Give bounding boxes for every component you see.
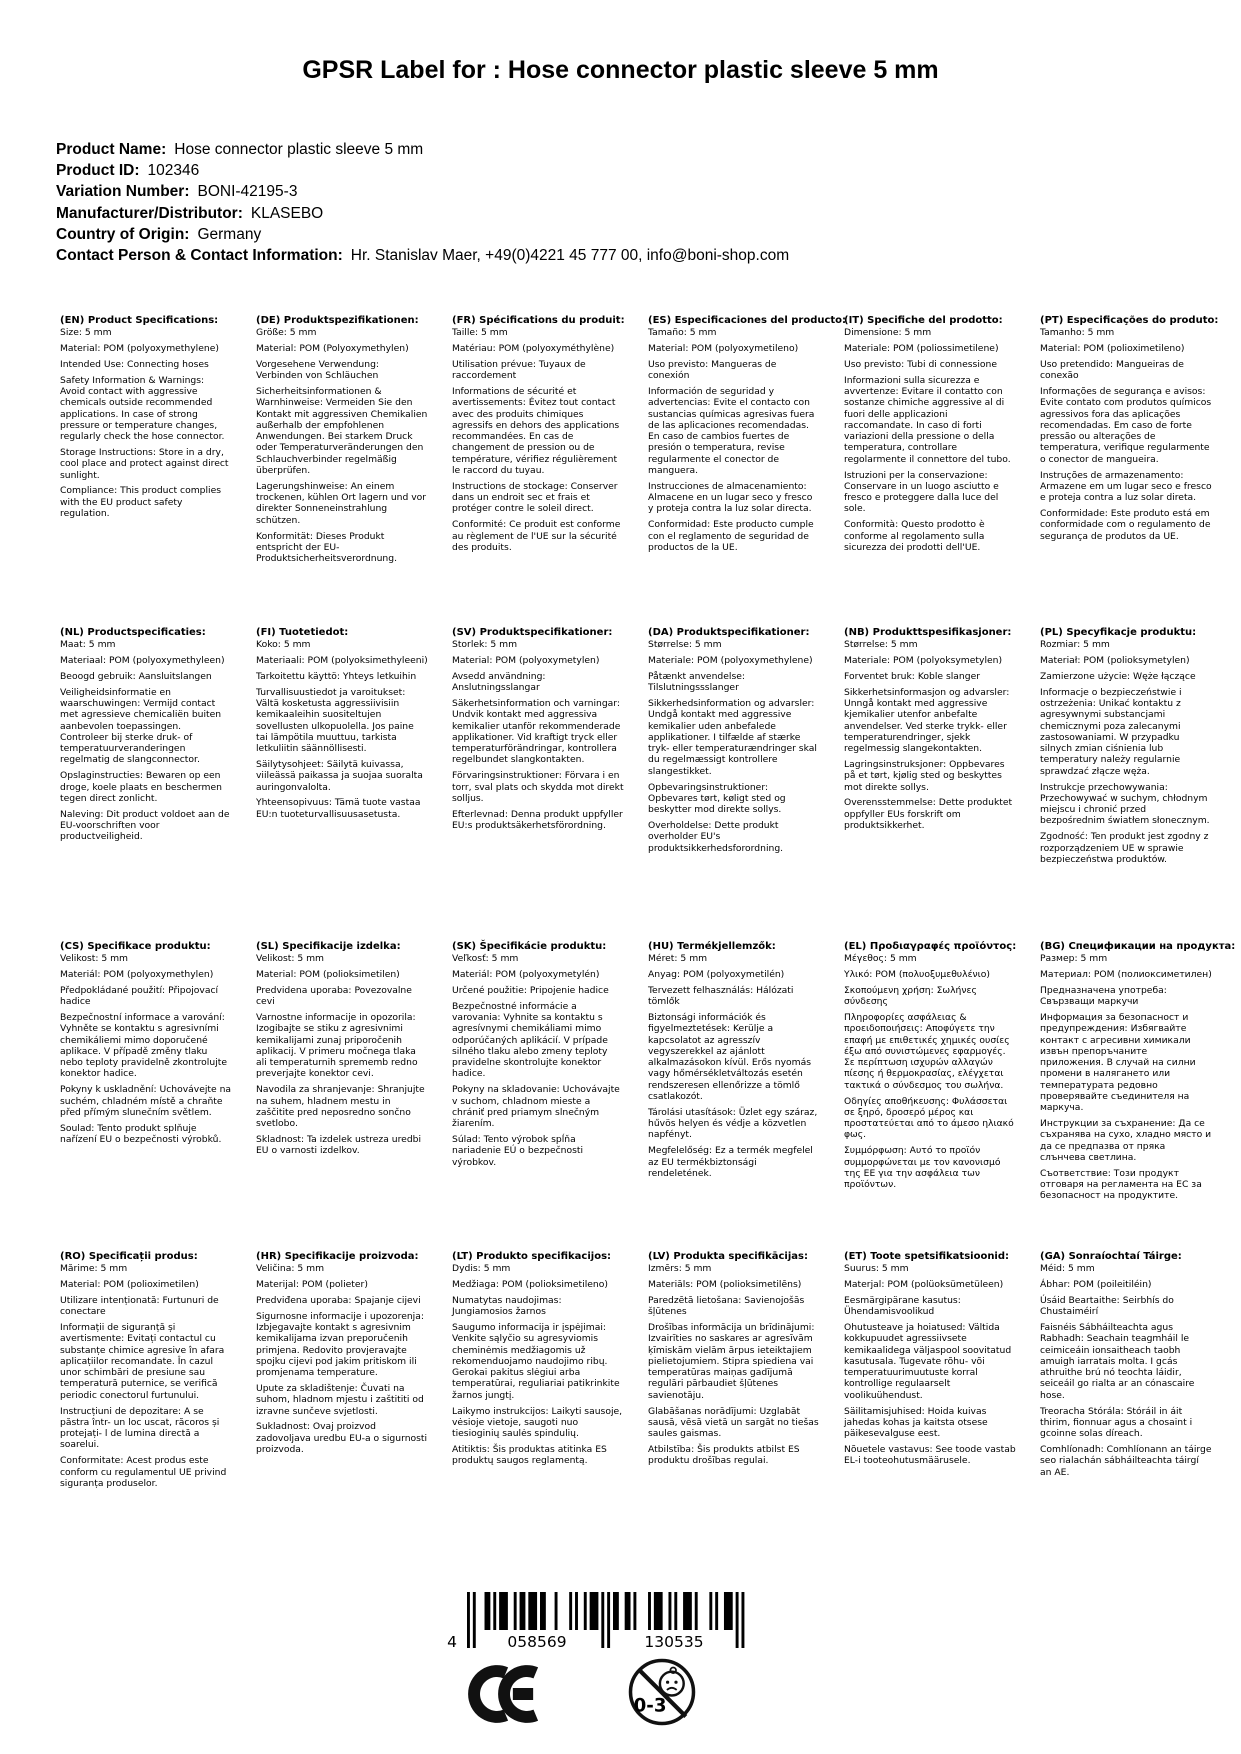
block-paragraph: Sikkerhetsinformasjon og advarsler: Unngå kontakt med aggressive kjemikalier utenfor anbefalte anvendelser. Ved sterke trykk- eller temperaturendringer, sjekk regelmessig slangekontakten. [844, 686, 1010, 755]
manufacturer-row [56, 203, 789, 224]
block-paragraph: Istruzioni per la conservazione: Conservare in un luogo asciutto e fresco e proteggere dalla luce del sole. [844, 469, 999, 515]
block-paragraph: Atbilstība: Šis produkts atbilst ES produktu drošības regulai. [648, 1443, 800, 1467]
block-paragraph: Съответствие: Този продукт отговаря на регламента на ЕС за безопасност на продуктите. [1040, 1167, 1202, 1202]
lang-block-hu [648, 941, 820, 1251]
block-paragraph: Uso previsto: Mangueras de conexión [648, 358, 777, 382]
block-paragraph: Μέγεθος: 5 mm [844, 953, 917, 965]
block-title: (RO) Specificații produs: [60, 1251, 198, 1262]
lang-block-bg [1040, 941, 1236, 1251]
block-paragraph: Naleving: Dit product voldoet aan de EU-voorschriften voor productveiligheid. [60, 808, 230, 843]
block-paragraph: Megfelelőség: Ez a termék megfelel az EU termékbiztonsági rendeletének. [648, 1145, 813, 1179]
product-info [56, 139, 789, 266]
age-warning-0-3-icon [627, 1654, 697, 1730]
block-paragraph: Tervezett felhasználás: Hálózati tömlők [648, 984, 794, 1008]
block-paragraph: Nõuetele vastavus: See toode vastab EL-i tooteohutusmäärusele. [844, 1443, 1016, 1467]
block-title: (IT) Specifiche del prodotto: [844, 315, 1003, 326]
lang-block-cs [60, 941, 232, 1251]
block-paragraph: Intended Use: Connecting hoses [60, 358, 209, 370]
block-paragraph: Predvidena uporaba: Povezovalne cevi [256, 984, 412, 1008]
lang-block-en [60, 315, 232, 627]
block-paragraph: Conformitate: Acest produs este conform cu regulamentul UE privind siguranța produselor. [60, 1455, 227, 1489]
block-paragraph: Material: POM (polioximetilen) [60, 1279, 199, 1291]
lang-block-de [256, 315, 428, 627]
block-paragraph: Förvaringsinstruktioner: Förvara i en torr, sval plats och skydda mot direkt solljus. [452, 770, 624, 804]
block-paragraph: Overensstemmelse: Dette produktet oppfyller EUs forskrift om produktsikkerhet. [844, 797, 1013, 831]
block-paragraph: Tamanho: 5 mm [1040, 327, 1115, 339]
block-paragraph: Maat: 5 mm [60, 639, 116, 651]
block-title: (FI) Tuotetiedot: [256, 627, 349, 638]
lang-block-et [844, 1251, 1016, 1494]
block-paragraph: Saugumo informacija ir įspėjimai: Venkite sąlyčio su agresyviomis cheminėmis medžiagomis už rekomenduojamo naudojimo ribų. Gerokai pakitus slėgiui arba temperatūrai, reguliariai patikrinkite žarnos jungtį. [452, 1321, 620, 1401]
block-paragraph: Beoogd gebruik: Aansluitslangen [60, 670, 212, 682]
block-paragraph: Comhlíonadh: Comhlíonann an táirge seo rialachán sábháilteachta táirgí an AE. [1040, 1443, 1212, 1478]
block-paragraph: Materijal: POM (polieter) [256, 1279, 368, 1291]
block-paragraph: Предназначена употреба: Свързващи маркучи [1040, 984, 1167, 1008]
block-paragraph: Bezpečnostní informace a varování: Vyhněte se kontaktu s agresivními chemikáliemi mimo doporučené aplikace. V případě změny tlaku nebo teploty pravidelně zkontrolujte konektor hadice. [60, 1011, 227, 1080]
variation-number-label: Variation Number: [56, 183, 190, 201]
block-paragraph: Veľkosť: 5 mm [452, 953, 519, 965]
lang-block-ro [60, 1251, 232, 1494]
block-paragraph: Varnostne informacije in opozorila: Izogibajte se stiku z agresivnimi kemikalijami zunaj priporočenih aplikacij. V primeru močnega tlaka ali temperaturnih sprememb redno preverjajte konektor cevi. [256, 1011, 418, 1080]
block-paragraph: Medžiaga: POM (polioksimetileno) [452, 1279, 608, 1291]
lang-block-es [648, 315, 847, 627]
block-paragraph: Skladnost: Ta izdelek ustreza uredbi EU o varnosti izdelkov. [256, 1133, 422, 1157]
country-of-origin-value: Germany [197, 225, 262, 243]
block-paragraph: Predviđena uporaba: Spajanje cijevi [256, 1294, 421, 1306]
block-paragraph: Storage Instructions: Store in a dry, cool place and protect against direct sunlight. [60, 446, 229, 481]
block-paragraph: Navodila za shranjevanje: Shranjujte na suhem, hladnem mestu in zaščitite pred neposredno sončno svetlobo. [256, 1084, 425, 1130]
lang-block-pt [1040, 315, 1219, 627]
contact-value: Hr. Stanislav Maer, +49(0)4221 45 777 00, info@boni-shop.com [350, 247, 790, 265]
block-paragraph: Turvallisuustiedot ja varoitukset: Vältä kosketusta aggressiivisiin kemikaaleihin suositeltujen sovellusten ulkopuolella. Jos paine tai lämpötila muuttuu, tarkista letkuliitin säännöllisesti. [256, 686, 414, 755]
block-paragraph: Zgodność: Ten produkt jest zgodny z rozporządzeniem UE w sprawie bezpieczeństwa produktów. [1040, 831, 1209, 865]
product-name-value: Hose connector plastic sleeve 5 mm [174, 141, 424, 158]
block-paragraph: Rozmiar: 5 mm [1040, 639, 1110, 651]
label-grid [60, 315, 1236, 1494]
block-paragraph: Størrelse: 5 mm [648, 639, 722, 651]
block-paragraph: Koko: 5 mm [256, 639, 311, 651]
block-paragraph: Material: POM (polyoxymetylen) [452, 655, 600, 667]
lang-block-sv [452, 627, 624, 941]
block-paragraph: Größe: 5 mm [256, 327, 317, 339]
block-paragraph: Efterlevnad: Denna produkt uppfyller EU:s produktsäkerhetsförordning. [452, 808, 623, 831]
block-paragraph: Инструкции за съхранение: Да се съхранява на сухо, хладно място и да се предпазва от пряка слънчева светлина. [1040, 1118, 1212, 1164]
block-paragraph: Informações de segurança e avisos: Evite contato com produtos químicos agressivos fora das aplicações recomendadas. Em caso de forte pressão ou alterações de temperatura, verifique regularmente o conector de mangueira. [1040, 385, 1212, 465]
block-paragraph: Informations de sécurité et avertissements: Évitez tout contact avec des produits chimiques agressifs en dehors des applications recommandées. En cas de changement de pression ou de température, vérifiez régulièrement le raccord du tuyau. [452, 385, 620, 477]
block-paragraph: Compliance: This product complies with the EU product safety regulation. [60, 485, 222, 519]
block-paragraph: Forventet bruk: Koble slanger [844, 670, 981, 682]
block-paragraph: Tarkoitettu käyttö: Yhteys letkuihin [256, 670, 417, 682]
block-paragraph: Drošības informācija un brīdinājumi: Izvairīties no saskares ar agresīvām ķīmiskām vielām ārpus ieteiktajiem pielietojumiem. Stipra spiediena vai temperatūras maiņas gadījumā regulāri pārbaudiet šļūtenes savienotāju. [648, 1321, 815, 1401]
block-paragraph: Opbevaringsinstruktioner: Opbevares tørt, køligt sted og beskytter mod direkte sollys. [648, 781, 786, 816]
block-paragraph: Informații de siguranță și avertismente: Evitați contactul cu substanțe chimice agresive în afara aplicațiilor recomandate. În cazul unor schimbări de presiune sau temperatură puternice, se verifică periodic conectorul furtunului. [60, 1321, 225, 1401]
block-title: (SK) Špecifikácie produktu: [452, 941, 607, 952]
block-paragraph: Avsedd användning: Anslutningsslangar [452, 670, 546, 694]
block-paragraph: Material: POM (polioksimetilen) [256, 969, 400, 981]
block-paragraph: Conformité: Ce produit est conforme au règlement de l'UE sur la sécurité des produits. [452, 519, 621, 553]
block-paragraph: Sikkerhedsinformation og advarsler: Undgå kontakt med aggressive kemikalier uden anbefalede applikationer. I tilfælde af stærke tryk- eller temperaturændringer skal du regelmæssigt kontrollere slangestikket. [648, 697, 817, 777]
block-paragraph: Sicherheitsinformationen & Warnhinweise: Vermeiden Sie den Kontakt mit aggressiven Chemikalien außerhalb der empfohlenen Anwendungen. Bei starkem Druck oder Temperaturveränderungen den Schlauchverbinder regelmäßig überprüfen. [256, 385, 428, 477]
block-paragraph: Vorgesehene Verwendung: Verbinden von Schläuchen [256, 358, 379, 382]
block-paragraph: Materiale: POM (polyoxymethylene) [648, 655, 813, 667]
block-paragraph: Conformidade: Este produto está em conformidade com o regulamento de segurança de produtos da UE. [1040, 507, 1211, 542]
block-paragraph: Tamaño: 5 mm [648, 327, 717, 339]
block-paragraph: Материал: POM (полиоксиметилен) [1040, 969, 1212, 981]
block-title: (ES) Especificaciones del producto: [648, 315, 847, 326]
lang-block-pl [1040, 627, 1212, 941]
block-paragraph: Materiaal: POM (polyoxymethyleen) [60, 655, 225, 667]
lang-block-nb [844, 627, 1016, 941]
block-paragraph: Pokyny k uskladnění: Uchovávejte na suchém, chladném místě a chraňte před přímým slunečním světlem. [60, 1084, 232, 1118]
block-paragraph: Uso previsto: Tubi di connessione [844, 358, 997, 370]
block-paragraph: Säilytysohjeet: Säilytä kuivassa, viileässä paikassa ja suojaa suoralta auringonvalolta. [256, 758, 423, 793]
block-paragraph: Lagerungshinweise: An einem trockenen, kühlen Ort lagern und vor direkter Sonneneinstrahlung schützen. [256, 480, 427, 526]
block-title: (SV) Produktspecifikationer: [452, 627, 613, 638]
variation-number-value: BONI-42195-3 [197, 183, 298, 201]
block-paragraph: Bezpečnostné informácie a varovania: Vyhnite sa kontaktu s agresívnymi chemikáliami mimo odporúčaných aplikácií. V prípade silného tlaku alebo zmeny teploty pravidelne skontrolujte konektor hadice. [452, 1000, 608, 1080]
barcode-first-digit: 4 [447, 1633, 457, 1650]
block-paragraph: Informacje o bezpieczeństwie i ostrzeżenia: Unikać kontaktu z agresywnymi substancjami chemicznymi poza zalecanymi zastosowaniami. W przypadku silnych zmian ciśnienia lub temperatury należy regularnie sprawdzać złącze węża. [1040, 686, 1182, 777]
block-paragraph: Instruções de armazenamento: Armazene em um lugar seco e fresco e proteja contra a luz solar direta. [1040, 469, 1212, 504]
block-title: (LT) Produkto specifikacijos: [452, 1251, 612, 1262]
block-paragraph: Sigurnosne informacije i upozorenja: Izbjegavajte kontakt s agresivnim kemikalijama izvan preporučenih primjena. Redovito provjeravajte spojku cijevi pod jakim pritiskom ili promjenama temperature. [256, 1310, 424, 1379]
block-title: (NL) Productspecificaties: [60, 627, 206, 638]
block-paragraph: Velikost: 5 mm [256, 953, 325, 965]
block-paragraph: Materiāls: POM (polioksimetilēns) [648, 1279, 802, 1291]
block-paragraph: Eesmärgipärane kasutus: Ühendamisvoolikud [844, 1294, 961, 1318]
block-title: (FR) Spécifications du produit: [452, 315, 625, 326]
block-paragraph: Material: POM (polioximetileno) [1040, 343, 1185, 355]
block-paragraph: Lagringsinstruksjoner: Oppbevares på et tørt, kjølig sted og beskyttes mot direkte sollys. [844, 758, 1005, 793]
block-paragraph: Instrukcje przechowywania: Przechowywać w suchym, chłodnym miejscu i chronić przed bezpośrednim światłem słonecznym. [1040, 781, 1210, 827]
block-paragraph: Uso pretendido: Mangueiras de conexão [1040, 358, 1184, 382]
block-paragraph: Opslaginstructies: Bewaren op een droge, koele plaats en beschermen tegen direct zonlicht. [60, 770, 222, 804]
block-paragraph: Méret: 5 mm [648, 953, 708, 965]
country-of-origin-label: Country of Origin: [56, 225, 190, 243]
block-paragraph: Biztonsági információk és figyelmeztetések: Kerülje a kapcsolatot az agresszív vegyszerekkel az ajánlott alkalmazásokon kívül. Erős nyomás vagy hőmérsékletváltozás esetén rendszeresen ellenőrizze a tömlő csatlakozót. [648, 1011, 812, 1103]
block-paragraph: Υλικό: POM (πολυοξυμεθυλένιο) [844, 969, 990, 981]
lang-block-lv [648, 1251, 820, 1494]
lang-block-nl [60, 627, 232, 941]
block-paragraph: Material: POM (Polyoxymethylen) [256, 343, 409, 355]
block-paragraph: Instrucțiuni de depozitare: A se păstra într- un loc uscat, răcoros și protejați- l de lumina directă a soarelui. [60, 1405, 220, 1451]
block-paragraph: Información de seguridad y advertencias: Evite el contacto con sustancias químicas agresivas fuera de las aplicaciones recomendadas. En caso de cambios fuertes de presión o temperatura, revise regularmente el conector de manguera. [648, 385, 815, 477]
block-title: (PL) Specyfikacje produktu: [1040, 627, 1197, 638]
contact-label: Contact Person & Contact Information: [56, 247, 343, 265]
block-paragraph: Atitiktis: Šis produktas atitinka ES produktų saugos reglamentą. [452, 1443, 607, 1467]
block-paragraph: Material: POM (polyoxymethylene) [60, 343, 219, 355]
block-paragraph: Súlad: Tento výrobok spĺňa nariadenie EÚ o bezpečnosti výrobkov. [452, 1133, 584, 1168]
block-title: (NB) Produkttspesifikasjoner: [844, 627, 1012, 638]
block-paragraph: Numatytas naudojimas: Jungiamosios žarnos [452, 1294, 562, 1318]
block-paragraph: Méid: 5 mm [1040, 1263, 1095, 1275]
block-paragraph: Konformität: Dieses Produkt entspricht der EU-Produktsicherheitsverordnung. [256, 530, 398, 565]
block-paragraph: Upute za skladištenje: Čuvati na suhom, hladnom mjestu i zaštititi od izravne sunčeve svjetlosti. [256, 1382, 424, 1417]
barcode-left-group: 058569 [507, 1633, 567, 1650]
block-paragraph: Suurus: 5 mm [844, 1263, 909, 1275]
block-paragraph: Safety Information & Warnings: Avoid contact with aggressive chemicals outside recommended applications. In case of strong pressure or temperature changes, regularly check the hose connector. [60, 374, 225, 443]
block-paragraph: Zamierzone użycie: Węże łączące [1040, 670, 1196, 682]
country-of-origin-row [56, 224, 789, 245]
block-paragraph: Påtænkt anvendelse: Tilslutningssslanger [648, 670, 745, 694]
block-paragraph: Velikost: 5 mm [60, 953, 129, 965]
block-paragraph: Faisnéis Sábháilteachta agus Rabhadh: Seachain teagmháil le ceimiceáin ionsaitheach taobh amuigh iarratais molta. I gcás athruithe brú nó teochta láidir, seiceáil go rialta ar an cónascaire hose. [1040, 1321, 1195, 1401]
block-paragraph: Размер: 5 mm [1040, 953, 1108, 965]
block-paragraph: Material: POM (polyoxymetileno) [648, 343, 799, 355]
block-title: (SL) Specifikacije izdelka: [256, 941, 401, 952]
block-paragraph: Dimensione: 5 mm [844, 327, 932, 339]
block-title: (DA) Produktspecifikationer: [648, 627, 810, 638]
block-paragraph: Anyag: POM (polyoxymetilén) [648, 969, 785, 981]
block-paragraph: Utilizare intenționată: Furtunuri de conectare [60, 1294, 219, 1318]
block-paragraph: Izmērs: 5 mm [648, 1263, 712, 1275]
block-paragraph: Soulad: Tento produkt splňuje nařízení EU o bezpečnosti výrobků. [60, 1122, 222, 1145]
block-paragraph: Säkerhetsinformation och varningar: Undvik kontakt med aggressiva kemikalier utanför rekommenderade applikationer. Vid kraftigt tryck eller temperaturförändringar, kontrollera regelbundet slangkontakten. [452, 697, 621, 766]
block-title: (EN) Product Specifications: [60, 315, 219, 326]
block-paragraph: Laikymo instrukcijos: Laikyti sausoje, vėsioje vietoje, saugoti nuo tiesioginių saulės spindulių. [452, 1405, 623, 1440]
block-paragraph: Materiál: POM (polyoxymetylén) [452, 969, 600, 981]
block-paragraph: Информация за безопасност и предупреждения: Избягвайте контакт с агресивни химикали извън препоръчаните приложения. В случай на силни промени в налягането или температурата редовно проверявайте съединителя на маркуча. [1040, 1011, 1196, 1114]
block-paragraph: Instrucciones de almacenamiento: Almacene en un lugar seco y fresco y proteja contra la luz solar directa. [648, 480, 813, 515]
block-paragraph: Säilitamisjuhised: Hoida kuivas jahedas kohas ja kaitsta otsese päikesevalguse eest. [844, 1405, 988, 1440]
barcode-right-group: 130535 [644, 1633, 704, 1650]
block-title: (PT) Especificações do produto: [1040, 315, 1219, 326]
block-paragraph: Materiale: POM (poliossimetilene) [844, 343, 999, 355]
block-title: (HU) Termékjellemzők: [648, 941, 776, 952]
block-paragraph: Veiligheidsinformatie en waarschuwingen: Vermijd contact met agressieve chemicaliën buiten aanbevolen toepassingen. Controleer bij sterke druk- of temperatuurveranderingen regelmatig de slangconnector. [60, 686, 222, 766]
block-paragraph: Σκοπούμενη χρήση: Σωλήνες σύνδεσης [844, 984, 977, 1008]
lang-block-it [844, 315, 1016, 627]
variation-number-row [56, 181, 789, 202]
block-paragraph: Materjal: POM (polüoksümetüleen) [844, 1279, 1004, 1291]
block-paragraph: Dydis: 5 mm [452, 1263, 511, 1275]
lang-block-el [844, 941, 1016, 1251]
age-warning-text: 0-3 [633, 1695, 667, 1717]
block-paragraph: Tárolási utasítások: Üzlet egy száraz, hűvös helyen és védje a közvetlen napfényt. [648, 1106, 818, 1141]
product-name-label: Product Name: [56, 141, 167, 158]
block-paragraph: Yhteensopivuus: Tämä tuote vastaa EU:n tuoteturvallisuusasetusta. [256, 797, 421, 820]
block-paragraph: Předpokládané použití: Připojovací hadice [60, 984, 219, 1008]
block-title: (DE) Produktspezifikationen: [256, 315, 419, 326]
block-paragraph: Taille: 5 mm [452, 327, 508, 339]
block-paragraph: Size: 5 mm [60, 327, 112, 339]
block-paragraph: Størrelse: 5 mm [844, 639, 918, 651]
block-paragraph: Overholdelse: Dette produkt overholder EU's produktsikkerhedsforordning. [648, 819, 784, 854]
block-paragraph: Συμμόρφωση: Αυτό το προϊόν συμμορφώνεται με τον κανονισμό της ΕΕ για την ασφάλεια των προϊόντων. [844, 1145, 1001, 1191]
product-id-label: Product ID: [56, 162, 140, 180]
block-paragraph: Určené použitie: Pripojenie hadice [452, 984, 609, 996]
block-paragraph: Mărime: 5 mm [60, 1263, 128, 1275]
block-paragraph: Ábhar: POM (poileitiléin) [1040, 1279, 1152, 1291]
block-paragraph: Pokyny na skladovanie: Uchovávajte v suchom, chladnom mieste a chrániť pred priamym slnečným žiarením. [452, 1084, 620, 1130]
block-paragraph: Materiál: POM (polyoxymethylen) [60, 969, 214, 981]
lang-block-lt [452, 1251, 624, 1494]
block-title: (HR) Specifikacije proizvoda: [256, 1251, 419, 1262]
lang-block-sl [256, 941, 428, 1251]
lang-block-da [648, 627, 820, 941]
block-paragraph: Materiaali: POM (polyoksimethyleeni) [256, 655, 428, 667]
page-title: GPSR Label for : Hose connector plastic sleeve 5 mm [302, 56, 939, 84]
block-title: (EL) Προδιαγραφές προϊόντος: [844, 941, 1017, 952]
block-title: (CS) Specifikace produktu: [60, 941, 211, 952]
block-paragraph: Paredzētā lietošana: Savienojošās šļūtenes [648, 1294, 805, 1318]
lang-block-fr [452, 315, 624, 627]
block-title: (GA) Sonraíochtaí Táirge: [1040, 1251, 1182, 1262]
block-title: (LV) Produkta specifikācijas: [648, 1251, 808, 1262]
block-paragraph: Informazioni sulla sicurezza e avvertenze: Evitare il contatto con sostanze chimiche aggressive al di fuori delle applicazioni raccomandate. In caso di forti variazioni della pressione o della temperatura, controllare regolarmente il connettore del tubo. [844, 374, 1011, 465]
block-paragraph: Conformità: Questo prodotto è conforme al regolamento sulla sicurezza dei prodotti dell'UE. [844, 519, 985, 553]
block-paragraph: Matériau: POM (polyoxyméthylène) [452, 343, 615, 355]
block-title: (ET) Toote spetsifikatsioonid: [844, 1251, 1010, 1262]
block-paragraph: Storlek: 5 mm [452, 639, 518, 651]
manufacturer-value: KLASEBO [250, 204, 324, 222]
lang-block-hr [256, 1251, 428, 1494]
block-paragraph: Materiał: POM (polioksymetylen) [1040, 655, 1190, 667]
ce-mark-icon [452, 1663, 538, 1725]
block-title: (BG) Спецификации на продукта: [1040, 941, 1236, 952]
block-paragraph: Οδηγίες αποθήκευσης: Φυλάσσεται σε ξηρό, δροσερό μέρος και προστατεύεται από το άμεσο ηλιακό φως. [844, 1095, 1014, 1141]
block-paragraph: Ohutusteave ja hoiatused: Vältida kokkupuudet agressiivsete kemikaalidega väljaspool soovitatud kasutusala. Tugevate rõhu- või temperatuurimuutuste korral kontrollige regulaarselt voolikuühendust. [844, 1321, 1012, 1401]
block-paragraph: Conformidad: Este producto cumple con el reglamento de seguridad de productos de la UE. [648, 519, 814, 553]
block-paragraph: Treoracha Stórála: Stóráil in áit thirim, fionnuar agus a chosaint i gcoinne solas díreach. [1040, 1405, 1193, 1440]
manufacturer-label: Manufacturer/Distributor: [56, 204, 243, 222]
contact-row [56, 245, 789, 266]
block-paragraph: Materiale: POM (polyoksymetylen) [844, 655, 1003, 667]
block-paragraph: Glabāšanas norādījumi: Uzglabāt sausā, vēsā vietā un sargāt no tiešas saules gaismas. [648, 1405, 819, 1440]
block-paragraph: Sukladnost: Ovaj proizvod zadovoljava uredbu EU-a o sigurnosti proizvoda. [256, 1421, 428, 1455]
product-name-row [56, 139, 789, 160]
product-id-value: 102346 [147, 162, 200, 180]
block-paragraph: Πληροφορίες ασφάλειας & προειδοποιήσεις: Αποφύγετε την επαφή με επιθετικές χημικές ουσίες έξω από συνιστώμενες εφαρμογές. Σε περίπτωση ισχυρών αλλαγών πίεσης ή θερμοκρασίας, ελέγχεται τακτικά ο σύνδεσμος του σωλήνα. [844, 1011, 1010, 1091]
product-id-row [56, 160, 789, 181]
lang-block-sk [452, 941, 624, 1251]
block-paragraph: Utilisation prévue: Tuyaux de raccordement [452, 358, 586, 382]
lang-block-fi [256, 627, 428, 941]
ean13-barcode [441, 1592, 745, 1650]
block-paragraph: Instructions de stockage: Conserver dans un endroit sec et frais et protéger contre le soleil direct. [452, 480, 618, 515]
block-paragraph: Veličina: 5 mm [256, 1263, 325, 1275]
block-paragraph: Úsáid Beartaithe: Seirbhís do Chustaiméirí [1040, 1294, 1174, 1318]
lang-block-ga [1040, 1251, 1212, 1494]
